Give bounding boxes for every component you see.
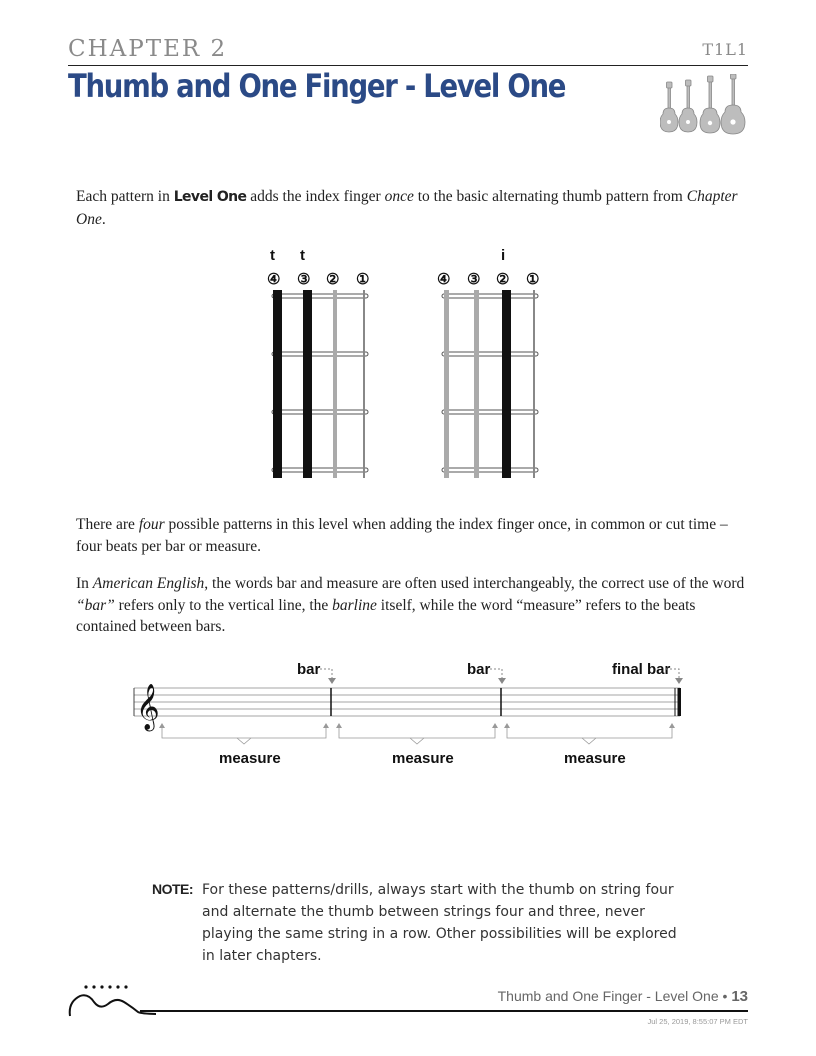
measure-label-2: measure xyxy=(392,750,454,767)
chapter-label: CHAPTER 2 xyxy=(68,36,228,62)
string-1-right xyxy=(533,290,535,478)
intro-paragraph xyxy=(76,186,746,230)
intro-text-3: to the basic alternating thumb pattern from xyxy=(413,188,687,205)
patterns-paragraph xyxy=(76,514,746,557)
string-number-1-right: ① xyxy=(526,271,540,288)
para3-text-2: , the words bar and measure are often used interchangeably, the correct use of the word xyxy=(204,575,745,592)
american-english-emph: American English xyxy=(92,575,205,592)
measure-label-1: measure xyxy=(219,750,281,767)
page-number: 13 xyxy=(731,988,748,1005)
string-number-4-right: ④ xyxy=(437,271,451,288)
string-number-4: ④ xyxy=(267,271,281,288)
barline-emph: barline xyxy=(332,596,377,614)
once-emph: once xyxy=(384,188,414,205)
header-rule xyxy=(68,65,748,66)
level-one-emph: Level One xyxy=(173,189,247,205)
final-bar-label: final bar xyxy=(612,661,671,678)
page-title: Thumb and One Finger - Level One xyxy=(68,67,566,105)
string-diagram-right xyxy=(437,247,539,478)
footer-title xyxy=(498,988,748,1005)
staff-figure xyxy=(0,652,816,782)
footer-timestamp: Jul 25, 2019, 8:55:07 PM EDT xyxy=(647,1017,748,1026)
finger-label-t-1: t xyxy=(270,247,275,264)
page-code: T1L1 xyxy=(702,40,748,59)
string-number-1: ① xyxy=(356,271,370,288)
intro-text-2: adds the index finger xyxy=(246,188,385,205)
finger-label-t-2: t xyxy=(300,247,305,264)
intro-text-4: . xyxy=(101,210,106,228)
para3-text-3: refers only to the vertical line, the xyxy=(114,596,333,614)
para3-text-1: In xyxy=(76,575,93,592)
string-diagram-left xyxy=(267,247,369,478)
footer-chapter-title: Thumb and One Finger - Level One • xyxy=(497,988,728,1004)
string-2-highlighted xyxy=(502,290,511,478)
four-emph: four xyxy=(138,516,165,533)
chapter-one-ref: Chapter One xyxy=(76,188,738,228)
note-label: NOTE: xyxy=(152,881,194,897)
string-2 xyxy=(333,290,337,478)
string-3-highlighted xyxy=(303,290,312,478)
string-3-right xyxy=(474,290,479,478)
string-4-highlighted xyxy=(273,290,282,478)
bar-measure-paragraph xyxy=(76,573,746,638)
string-diagrams xyxy=(0,238,816,488)
note-text: For these patterns/drills, always start with the thumb on string four and alternate the thumb between strings four and three, never playing the same string in a row. Other possibilities will be explored in later chapters. xyxy=(202,882,677,964)
string-4-right xyxy=(444,290,449,478)
para3-text-4: itself, while the word “measure” refers to the beats contained between bars. xyxy=(76,596,696,635)
string-number-3-right: ③ xyxy=(467,271,481,288)
final-barline-thick xyxy=(678,688,682,716)
bar-label-1: bar xyxy=(297,661,321,678)
para2-text-1: There are xyxy=(76,516,139,533)
para2-text-2: possible patterns in this level when adding the index finger once, in common or cut time – four beats per bar or measure. xyxy=(76,516,728,555)
string-1 xyxy=(363,290,365,478)
ukulele-family-icon xyxy=(660,74,752,138)
measure-label-3: measure xyxy=(564,750,626,767)
footer-rule xyxy=(140,1010,748,1012)
string-number-2-right: ② xyxy=(496,271,510,288)
wave-dots-logo xyxy=(66,982,156,1022)
intro-text-1: Each pattern in xyxy=(76,188,174,205)
finger-label-i: i xyxy=(501,247,506,264)
treble-clef-icon: 𝄞 xyxy=(136,684,160,730)
bar-label-2: bar xyxy=(467,661,491,678)
string-number-2: ② xyxy=(326,271,340,288)
string-number-3: ③ xyxy=(297,271,311,288)
bar-quote-emph: “bar” xyxy=(76,596,115,614)
